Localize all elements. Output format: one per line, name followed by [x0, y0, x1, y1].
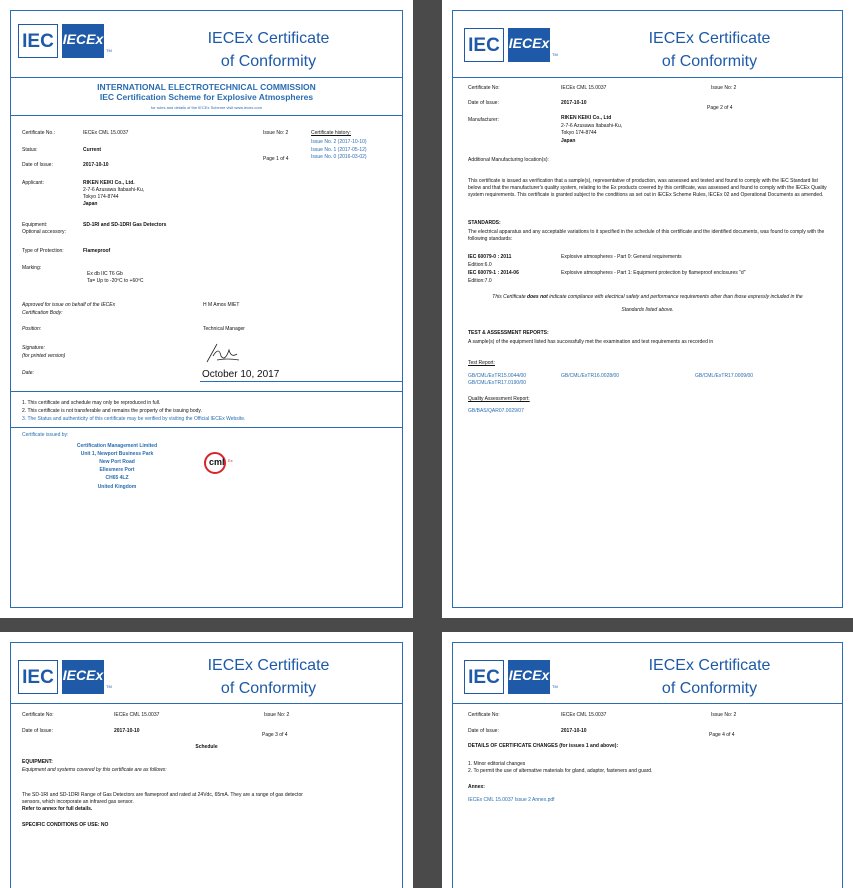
divider [10, 427, 403, 428]
annex-link[interactable]: IECEx CML 15.0037 Issue 2 Annex.pdf [468, 797, 555, 803]
equipment-value: SD-1RI and SD-1DRI Gas Detectors [83, 222, 167, 228]
issue-no: Issue No: 2 [263, 130, 289, 136]
cert-no-label: Certificate No: [22, 712, 54, 718]
specific-conditions: SPECIFIC CONDITIONS OF USE: NO [22, 822, 109, 828]
verification-paragraph: This certificate is issued as verification that a sample(s), representative of production, was assessed and tested and found to comply with the IEC Standard list below and that the manufacturer's quality system, relating to the Ex products covered by this certificate, was assessed and found to comply with the IECEx Quality system requirements. This certificate is granted subject to the conditions as set out in IECEx Scheme Rules, IECEx 02 and Operational Documents as amended. [468, 178, 827, 198]
date-value: 2017-10-10 [561, 100, 587, 106]
cert-no: IECEx CML 15.0037 [114, 712, 160, 718]
annex-heading: Annex: [468, 784, 485, 790]
iec-logo: IEC [464, 28, 504, 62]
position-value: Technical Manager [203, 326, 245, 332]
disclaimer-emphasis: does not [527, 294, 548, 300]
equipment-heading: EQUIPMENT: [22, 759, 53, 765]
iec-iecex-logo [464, 28, 558, 62]
date-label: Date of Issue: [22, 162, 53, 168]
page-title-line1: IECEx Certificate [207, 657, 330, 674]
standard-edition: Edition:6.0 [468, 262, 492, 268]
cml-logo-text: cml [209, 457, 225, 467]
standard-desc: Explosive atmospheres - Part 1: Equipment protection by flameproof enclosures "d" [561, 270, 746, 276]
applicant-line: Tokyo 174-8744 [83, 194, 119, 200]
manufacturer-label: Manufacturer: [468, 117, 499, 123]
standards-heading: STANDARDS: [468, 220, 501, 226]
cert-no: IECEx CML 15.0037 [83, 130, 129, 136]
test-report-link[interactable]: GB/CML/ExTR15.0044/00 [468, 373, 527, 379]
history-label: Certificate history: [311, 130, 352, 136]
cert-no-label: Certificate No.: [22, 130, 56, 136]
test-intro: A sample(s) of the equipment listed has successfully met the examination and test requirements as recorded in [468, 339, 714, 345]
history-item[interactable]: Issue No. 0 (2016-03-02) [311, 154, 367, 160]
additional-locations: Additional Manufacturing location(s): [468, 157, 549, 163]
signing-date: October 10, 2017 [202, 369, 280, 380]
trademark: TM [552, 684, 558, 689]
manufacturer-line: 2-7-6 Azusawa Itabashi-Ku, [561, 123, 623, 129]
signature-label: Signature: [22, 345, 45, 351]
standards-intro: The electrical apparatus and any acceptable variations to it specified in the schedule of this certificate and the identified documents, was found to comply with the following standards: [468, 229, 825, 242]
manufacturer-line: Japan [561, 138, 576, 144]
cert-no-label: Certificate No: [468, 85, 500, 91]
marking-line: Ex db IIC T6 Gb [87, 271, 123, 277]
iec-logo: IEC [464, 660, 504, 694]
approved-label: Approved for issue on behalf of the IECEx [22, 302, 116, 308]
page-title-line1: IECEx Certificate [207, 30, 330, 47]
note: 1. This certificate and schedule may only be reproduced in full. [22, 400, 161, 406]
history-item[interactable]: Issue No. 1 (2017-05-12) [311, 147, 367, 153]
disclaimer [462, 294, 833, 301]
applicant-line: 2-7-6 Azusawa Itabashi-Ku, [83, 187, 145, 193]
qar-link[interactable]: GB/BAS/QAR07.0029/07 [468, 408, 524, 414]
cert-no: IECEx CML 15.0037 [561, 712, 607, 718]
issue-no: Issue No: 2 [711, 85, 737, 91]
signature-image [203, 342, 243, 364]
date2-label: Date: [22, 370, 34, 376]
iec-iecex-logo [18, 660, 112, 694]
page-title-line2: of Conformity [661, 53, 758, 70]
equipment-desc: The SD-1RI and SD-1DRI Range of Gas Detectors are flameproof and rated at 24Vdc, 65mA. They are a range of gas detector [22, 792, 303, 798]
issue-no: Issue No: 2 [264, 712, 290, 718]
issuer-line: Certification Management Limited [76, 443, 158, 449]
standard-desc: Explosive atmospheres - Part 0: General requirements [561, 254, 682, 260]
trademark: TM [106, 684, 112, 689]
equipment-desc: sensors, which incorporate an infrared gas sensor. [22, 799, 134, 805]
certificate-page-2 [442, 0, 853, 618]
schedule-heading: Schedule [195, 744, 218, 750]
cert-no: IECEx CML 15.0037 [561, 85, 607, 91]
issuer-line: Unit 1, Newport Business Park [80, 451, 154, 457]
issue-no: Issue No: 2 [711, 712, 737, 718]
disclaimer-text: indicate compliance with electrical safety and performance requirements other than those expressly included in the [547, 294, 803, 300]
position-label: Position: [22, 326, 42, 332]
protection-label: Type of Protection: [22, 248, 64, 254]
approved-label: Certification Body: [22, 310, 63, 316]
standard-id: IEC 60079-0 : 2011 [468, 254, 512, 260]
issued-by-label: Certificate issued by: [22, 432, 69, 438]
page-title-line2: of Conformity [220, 53, 317, 70]
issuer-line: New Port Road [99, 459, 135, 465]
changes-heading: DETAILS OF CERTIFICATE CHANGES (for issues 1 and above): [468, 743, 619, 749]
manufacturer-line: Tokyo 174-8744 [561, 130, 597, 136]
applicant-line: Japan [83, 201, 98, 207]
divider [10, 77, 403, 78]
page-number: Page 4 of 4 [709, 732, 735, 738]
page-title-line2: of Conformity [220, 680, 317, 697]
marking-line: Ta= Up to -20ºC to +60ºC [87, 278, 144, 284]
issuer-line: United Kingdom [97, 484, 137, 490]
page-number: Page 3 of 4 [262, 732, 288, 738]
divider [10, 703, 403, 704]
iec-iecex-logo [464, 660, 558, 694]
trademark: TM [552, 52, 558, 57]
divider [452, 703, 843, 704]
iec-iecex-logo [18, 24, 112, 58]
history-item[interactable]: Issue No. 2 (2017-10-10) [311, 139, 367, 145]
status-label: Status: [22, 147, 38, 153]
change-item: 1. Minor editorial changes [468, 761, 526, 767]
iecex-logo: IECEx [62, 24, 104, 58]
note-verify-link[interactable]: 3. The Status and authenticity of this certificate may be verified by visiting the Official IECEx Website. [22, 416, 246, 422]
applicant-label: Applicant: [22, 180, 44, 186]
certificate-page-1 [0, 0, 413, 618]
iec-logo: IEC [18, 24, 58, 58]
iecex-logo: IECEx [62, 660, 104, 694]
note: 2. This certificate is not transferable and remains the property of the issuing body. [22, 408, 202, 414]
date-label: Date of Issue: [468, 728, 499, 734]
manufacturer-line: RIKEN KEIKI Co., Ltd [561, 115, 612, 121]
signature-rule [200, 381, 403, 382]
annex-reference: Refer to annex for full details. [22, 806, 93, 812]
cert-no-label: Certificate No: [468, 712, 500, 718]
test-report-label: Test Report: [468, 360, 495, 366]
qar-label: Quality Assessment Report: [468, 396, 530, 402]
date-value: 2017-10-10 [114, 728, 140, 734]
disclaimer-text: This Certificate [492, 294, 528, 300]
optional-accessory-label: Optional accessory: [22, 229, 66, 235]
test-reports-heading: TEST & ASSESSMENT REPORTS: [468, 330, 549, 336]
iecex-logo: IECEx [508, 660, 550, 694]
divider [10, 115, 403, 116]
change-item: 2. To permit the use of alternative materials for gland, adaptor, fasteners and guard. [468, 768, 653, 774]
rules-link[interactable]: for rules and details of the IECEx Scheme visit www.iecex.com [151, 105, 262, 110]
divider [10, 391, 403, 392]
standard-id: IEC 60079-1 : 2014-06 [468, 270, 519, 276]
iecex-logo: IECEx [508, 28, 550, 62]
trademark: TM [106, 48, 112, 53]
divider [452, 77, 843, 78]
date-label: Date of Issue: [22, 728, 53, 734]
scheme-name: IEC Certification Scheme for Explosive Atmospheres [99, 92, 314, 102]
status-value: Current [83, 147, 102, 153]
page-title-line2: of Conformity [661, 680, 758, 697]
equipment-intro: Equipment and systems covered by this certificate are as follows: [22, 767, 167, 773]
date-value: 2017-10-10 [561, 728, 587, 734]
applicant-line: RIKEN KEIKI Co., Ltd. [83, 180, 135, 186]
protection-value: Flameproof [83, 248, 111, 254]
date-value: 2017-10-10 [83, 162, 109, 168]
iec-logo: IEC [18, 660, 58, 694]
test-report-link[interactable]: GB/CML/ExTR17.0009/00 [695, 373, 754, 379]
issuer-line: CH65 4LZ [105, 475, 129, 481]
equipment-label: Equipment: [22, 222, 48, 228]
disclaimer-line2: Standards listed above. [621, 307, 674, 313]
certificate-page-4 [442, 632, 853, 888]
page-number: Page 2 of 4 [707, 105, 733, 111]
date-label: Date of Issue: [468, 100, 499, 106]
org-name: INTERNATIONAL ELECTROTECHNICAL COMMISSION [97, 82, 316, 92]
page-title-line1: IECEx Certificate [648, 30, 771, 47]
marking-label: Marking: [22, 265, 42, 271]
cml-logo [204, 452, 240, 474]
page-title-line1: IECEx Certificate [648, 657, 771, 674]
cml-logo-ex: Ex [228, 458, 233, 463]
issuer-line: Ellesmere Port [99, 467, 135, 473]
page-number: Page 1 of 4 [263, 156, 289, 162]
test-report-link[interactable]: GB/CML/ExTR16.0028/00 [561, 373, 620, 379]
approver-name: H M Amos MIET [203, 302, 240, 308]
standard-edition: Edition:7.0 [468, 278, 492, 284]
signature-label: (for printed version) [22, 353, 66, 359]
certificate-page-3 [0, 632, 413, 888]
test-report-link[interactable]: GB/CML/ExTR17.0190/00 [468, 380, 527, 386]
